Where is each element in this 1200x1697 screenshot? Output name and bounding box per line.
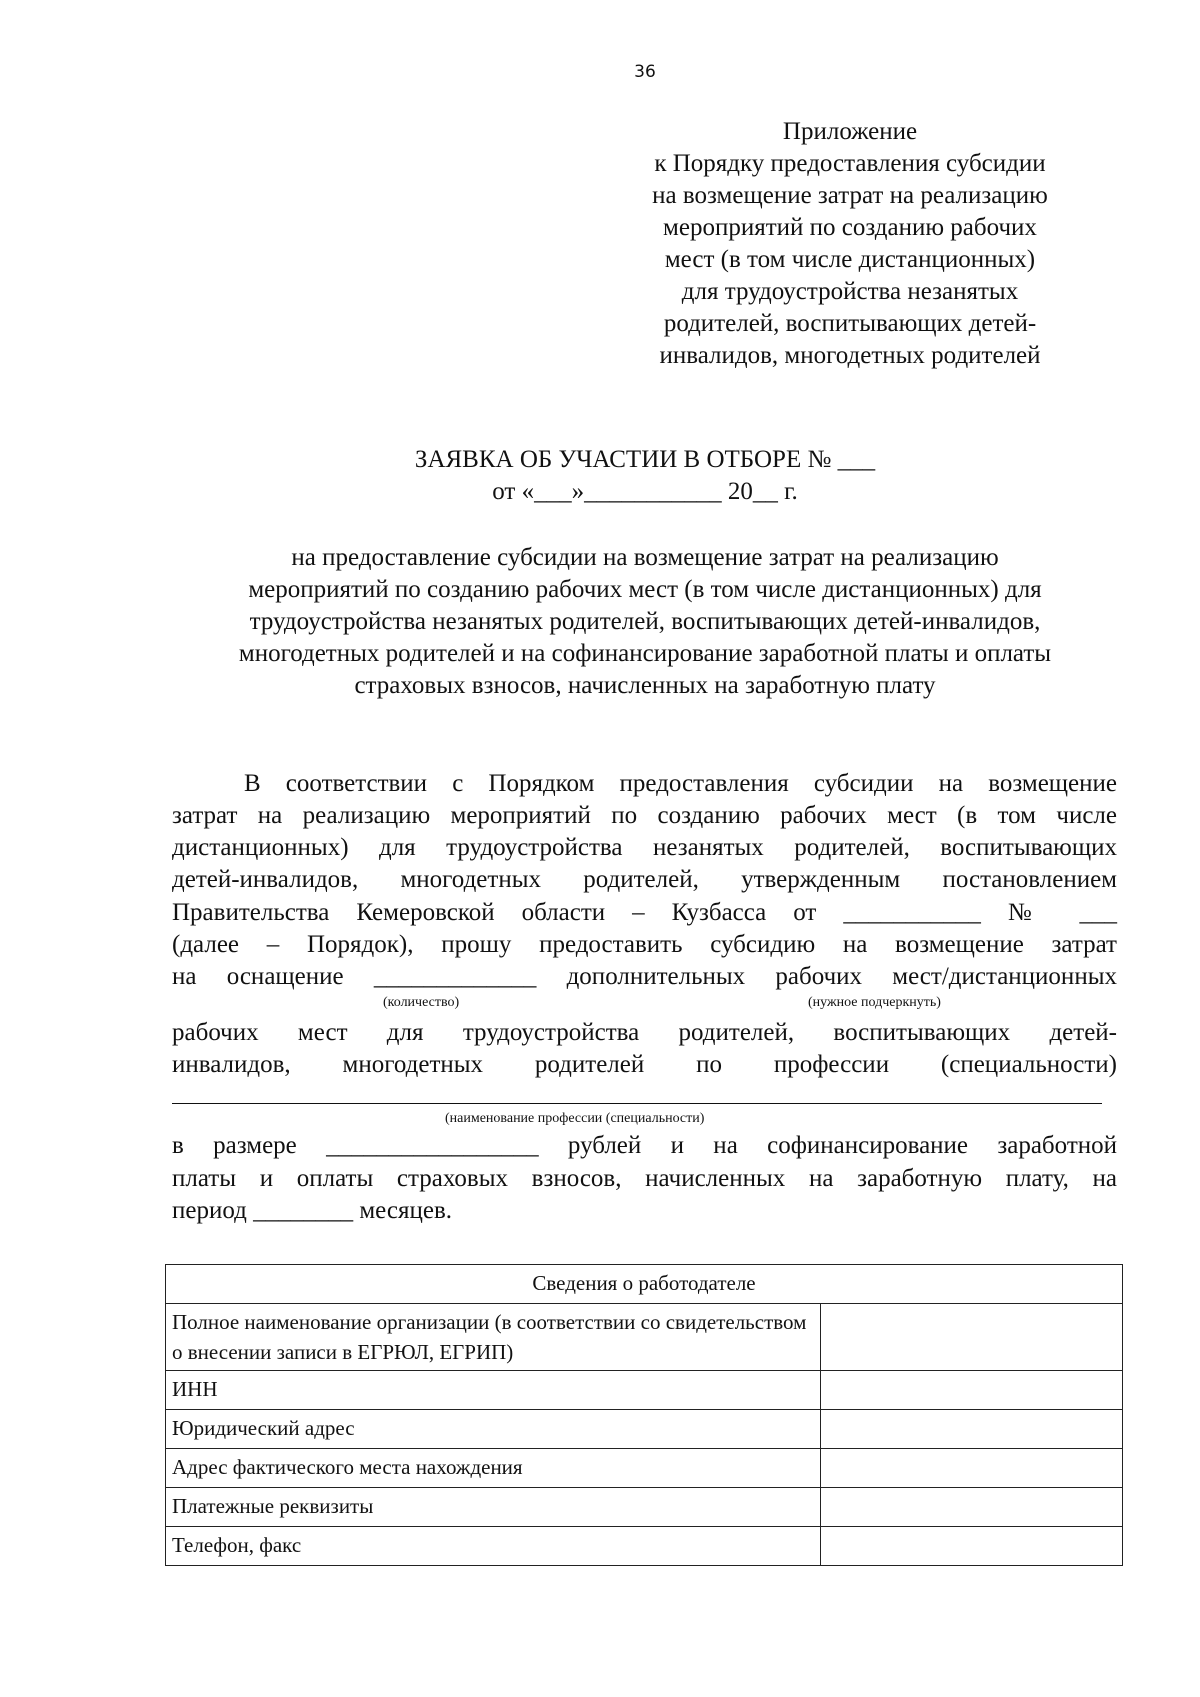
body-text-line: рабочих мест для трудоустройства родителей, воспитывающих детей- — [172, 1019, 1117, 1046]
employer-info-table — [165, 1264, 1123, 1566]
table-row — [166, 1488, 1123, 1527]
body-text-line: детей-инвалидов, многодетных родителей, утвержденным постановлением — [172, 866, 1117, 893]
employer-table-header: Сведения о работодателе — [166, 1265, 1123, 1304]
body-text-line: дистанционных) для трудоустройства незанятых родителей, воспитывающих — [172, 834, 1117, 861]
table-row — [166, 1449, 1123, 1488]
subtitle-line: трудоустройства незанятых родителей, воспитывающих детей-инвалидов, — [249, 608, 1041, 635]
table-row — [166, 1410, 1123, 1449]
appendix-line: на возмещение затрат на реализацию — [652, 182, 1048, 209]
row-label-full-name: Полное наименование организации (в соответствии со свидетельством о внесении записи в ЕГРЮЛ, ЕГРИП) — [166, 1304, 821, 1371]
subtitle-line: страховых взносов, начисленных на заработную плату — [354, 672, 936, 699]
body-text-line: затрат на реализацию мероприятий по созданию рабочих мест (в том числе — [172, 802, 1117, 829]
row-label-payment-details: Платежные реквизиты — [166, 1488, 821, 1527]
body-text-line: (далее – Порядок), прошу предоставить субсидию на возмещение затрат — [172, 931, 1117, 958]
body-text-line: период ________ месяцев. — [172, 1197, 453, 1224]
row-value-payment-details[interactable] — [821, 1488, 1123, 1527]
appendix-line: инвалидов, многодетных родителей — [659, 342, 1041, 369]
table-row — [166, 1304, 1123, 1371]
body-text-line: на оснащение _____________ дополнительных рабочих мест/дистанционных — [172, 963, 1117, 990]
profession-caption: (наименование профессии (специальности) — [445, 1111, 705, 1126]
title-date-line: от «___»___________ 20__ г. — [492, 478, 798, 505]
appendix-line: мест (в том числе дистанционных) — [664, 246, 1036, 273]
application-title — [0, 444, 1200, 508]
row-value-actual-address[interactable] — [821, 1449, 1123, 1488]
subtitle-line: многодетных родителей и на софинансирование заработной платы и оплаты — [238, 640, 1052, 667]
table-row — [166, 1371, 1123, 1410]
body-text-line: инвалидов, многодетных родителей по профессии (специальности) — [172, 1051, 1117, 1078]
body-text-line: в размере _________________ рублей и на софинансирование заработной — [172, 1132, 1117, 1159]
underline-caption: (нужное подчеркнуть) — [808, 995, 941, 1010]
row-label-actual-address: Адрес фактического места нахождения — [166, 1449, 821, 1488]
application-subtitle — [170, 542, 1120, 702]
appendix-line: мероприятий по созданию рабочих — [663, 214, 1037, 241]
row-value-full-name[interactable] — [821, 1304, 1123, 1371]
row-label-inn: ИНН — [166, 1371, 821, 1410]
title-line: ЗАЯВКА ОБ УЧАСТИИ В ОТБОРЕ № ___ — [414, 446, 876, 473]
subtitle-line: на предоставление субсидии на возмещение затрат на реализацию — [291, 544, 999, 571]
table-row — [166, 1527, 1123, 1566]
appendix-line: к Порядку предоставления субсидии — [654, 150, 1046, 177]
appendix-heading — [590, 116, 1110, 372]
appendix-line: для трудоустройства незанятых — [681, 278, 1019, 305]
row-label-legal-address: Юридический адрес — [166, 1410, 821, 1449]
row-label-phone-fax: Телефон, факс — [166, 1527, 821, 1566]
body-text-line: Правительства Кемеровской области – Кузбасса от ___________ № ___ — [172, 899, 1117, 926]
quantity-caption: (количество) — [383, 995, 460, 1010]
appendix-line: Приложение — [782, 118, 918, 145]
row-value-legal-address[interactable] — [821, 1410, 1123, 1449]
row-value-inn[interactable] — [821, 1371, 1123, 1410]
page-number: 36 — [634, 62, 656, 82]
subtitle-line: мероприятий по созданию рабочих мест (в том числе дистанционных) для — [248, 576, 1042, 603]
appendix-line: родителей, воспитывающих детей- — [663, 310, 1037, 337]
body-text-line: В соответствии с Порядком предоставления субсидии на возмещение — [244, 770, 1117, 797]
row-value-phone-fax[interactable] — [821, 1527, 1123, 1566]
body-text-line: платы и оплаты страховых взносов, начисленных на заработную плату, на — [172, 1165, 1117, 1192]
profession-blank-line — [172, 1103, 1102, 1104]
